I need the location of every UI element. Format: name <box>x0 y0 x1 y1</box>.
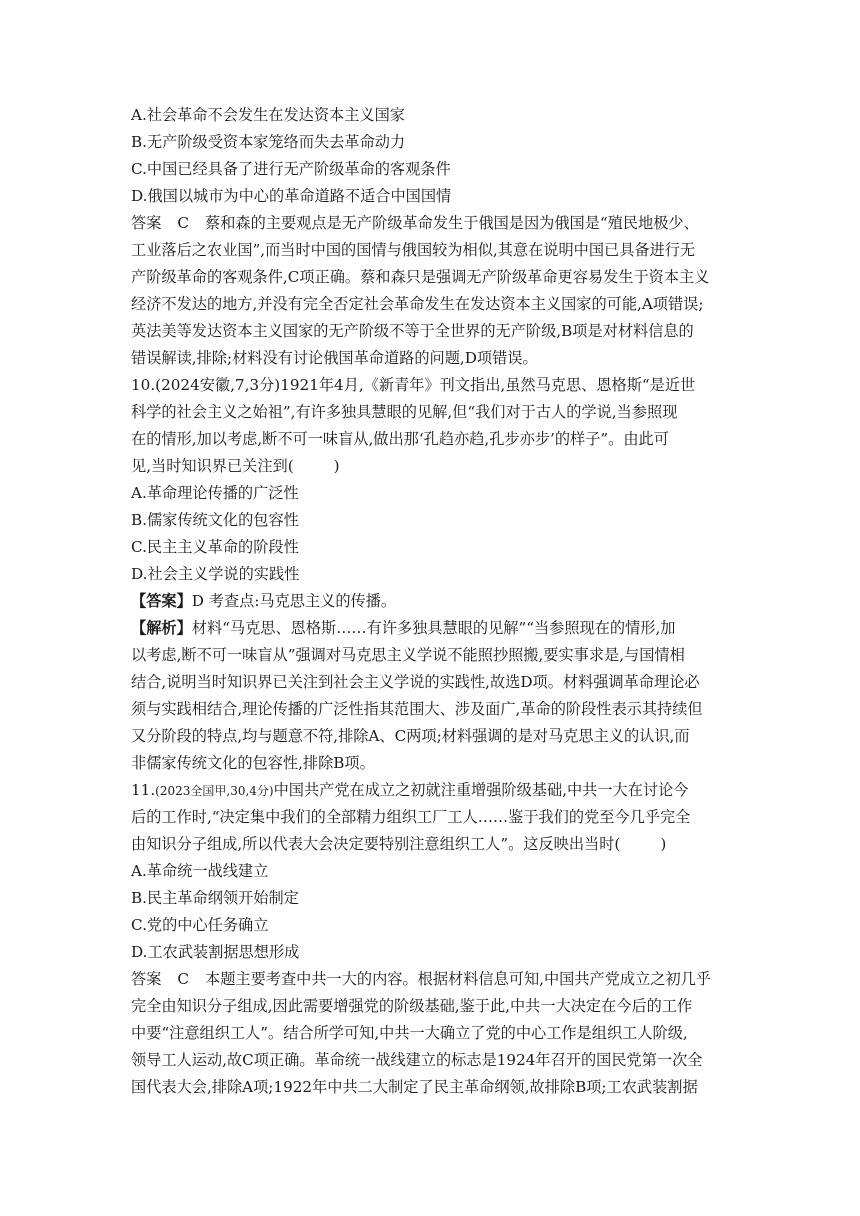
q11-answer-letter: C <box>177 970 189 988</box>
q11-stem-line: 后的工作时,“决定集中我们的全部精力组织工厂工人……鉴于我们的党至今几乎完全 <box>131 808 691 826</box>
q10-option-a: A.革命理论传播的广泛性 <box>131 484 299 502</box>
q10-number: 10. <box>131 376 156 394</box>
q10-stem-text: 见,当时知识界已关注到( <box>131 457 294 475</box>
q9-answer-letter: C <box>177 214 189 232</box>
q10-stem-line: 科学的社会主义之始祖”,有许多独具慧眼的见解,但“我们对于古人的学说,当参照现 <box>131 403 678 421</box>
q11-explanation-line: 领导工人运动,故C项正确。革命统一战线建立的标志是1924年召开的国民党第一次全 <box>131 1051 703 1069</box>
q11-number: 11. <box>131 781 156 799</box>
q10-answer-text: D 考查点:马克思主义的传播。 <box>191 592 397 610</box>
q10-stem-line: 在的情形,加以考虑,断不可一味盲从,做出那‘孔趋亦趋,孔步亦步’的样子”。由此可 <box>131 430 669 448</box>
q9-option-b: B.无产阶级受资本家笼络而失去革命动力 <box>131 133 406 151</box>
q9-option-d: D.俄国以城市为中心的革命道路不适合中国国情 <box>131 187 452 205</box>
q10-answer-line <box>131 588 737 615</box>
q11-stem-text: 中国共产党在成立之初就注重增强阶级基础,中共一大在讨论今 <box>273 781 689 799</box>
q9-explanation-line: 蔡和森的主要观点是无产阶级革命发生于俄国是因为俄国是“殖民地极少、 <box>205 214 699 232</box>
q10-analysis-line: 非儒家传统文化的包容性,排除B项。 <box>131 754 375 772</box>
q11-option-a: A.革命统一战线建立 <box>131 862 269 880</box>
q11-option-c: C.党的中心任务确立 <box>131 916 269 934</box>
q10-answer-tag: 【答案】 <box>131 592 192 610</box>
q11-option-b: B.民主革命纲领开始制定 <box>131 889 299 907</box>
q11-stem-line <box>131 831 737 858</box>
q11-stem-text: 由知识分子组成,所以代表大会决定要特别注意组织工人”。这反映出当时( <box>131 835 621 853</box>
q9-option-c: C.中国已经具备了进行无产阶级革命的客观条件 <box>131 160 451 178</box>
q9-explanation-line: 英法美等发达资本主义国家的无产阶级不等于全世界的无产阶级,B项是对材料信息的 <box>131 322 694 340</box>
q11-explanation-line: 中要“注意组织工人”。结合所学可知,中共一大确立了党的中心工作是组织工人阶级, <box>131 1024 688 1042</box>
q10-option-d: D.社会主义学说的实践性 <box>131 565 300 583</box>
q10-analysis-tag: 【解析】 <box>131 619 192 637</box>
q11-answer-label: 答案 <box>131 970 162 988</box>
q10-stem-line <box>131 453 737 480</box>
q9-answer-line <box>131 210 737 237</box>
q10-analysis-line: 须与实践相结合,理论传播的广泛性指其范围大、涉及面广,革命的阶段性表示其持续但 <box>131 700 703 718</box>
q9-option-a: A.社会革命不会发生在发达资本主义国家 <box>131 106 405 124</box>
q10-stem-line <box>131 372 737 399</box>
q9-explanation-line: 错误解读,排除;材料没有讨论俄国革命道路的问题,D项错误。 <box>131 349 538 367</box>
q10-analysis-line <box>131 615 737 642</box>
q11-explanation-line: 完全由知识分子组成,因此需要增强党的阶级基础,鉴于此,中共一大决定在今后的工作 <box>131 997 693 1015</box>
q9-explanation-line: 产阶级革命的客观条件,C项正确。蔡和森只是强调无产阶级革命更容易发生于资本主义 <box>131 268 710 286</box>
q11-explanation-line: 国代表大会,排除A项;1922年中共二大制定了民主革命纲领,故排除B项;工农武装割据 <box>131 1078 698 1096</box>
q11-stem-close: ) <box>660 835 667 853</box>
document-page <box>131 102 737 1101</box>
q10-analysis-line: 又分阶段的特点,均与题意不符,排除A、C两项;材料强调的是对马克思主义的认识,而 <box>131 727 690 745</box>
q10-option-c: C.民主主义革命的阶段性 <box>131 538 299 556</box>
q10-source: (2024安徽,7,3分) <box>155 376 281 394</box>
q9-answer-label: 答案 <box>131 214 162 232</box>
q11-option-d: D.工农武装割据思想形成 <box>131 943 300 961</box>
q10-analysis-line: 以考虑,断不可一味盲从”强调对马克思主义学说不能照抄照搬,要实事求是,与国情相 <box>131 646 685 664</box>
q10-analysis-line: 结合,说明当时知识界已关注到社会主义学说的实践性,故选D项。材料强调革命理论必 <box>131 673 700 691</box>
q10-stem-close: ) <box>333 457 340 475</box>
q10-option-b: B.儒家传统文化的包容性 <box>131 511 299 529</box>
q10-analysis-text: 材料“马克思、恩格斯……有许多独具慧眼的见解”“当参照现在的情形,加 <box>191 619 676 637</box>
q11-source: (2023全国甲,30,4分) <box>155 784 274 798</box>
q11-explanation-line: 本题主要考查中共一大的内容。根据材料信息可知,中国共产党成立之初几乎 <box>205 970 712 988</box>
q11-stem-line <box>131 777 737 804</box>
q9-explanation-line: 经济不发达的地方,并没有完全否定社会革命发生在发达资本主义国家的可能,A项错误; <box>131 295 704 313</box>
q10-stem-text: 1921年4月,《新青年》刊文指出,虽然马克思、恩格斯“是近世 <box>280 376 696 394</box>
q11-answer-line <box>131 966 737 993</box>
q9-explanation-line: 工业落后之农业国”,而当时中国的国情与俄国较为相似,其意在说明中国已具备进行无 <box>131 241 696 259</box>
